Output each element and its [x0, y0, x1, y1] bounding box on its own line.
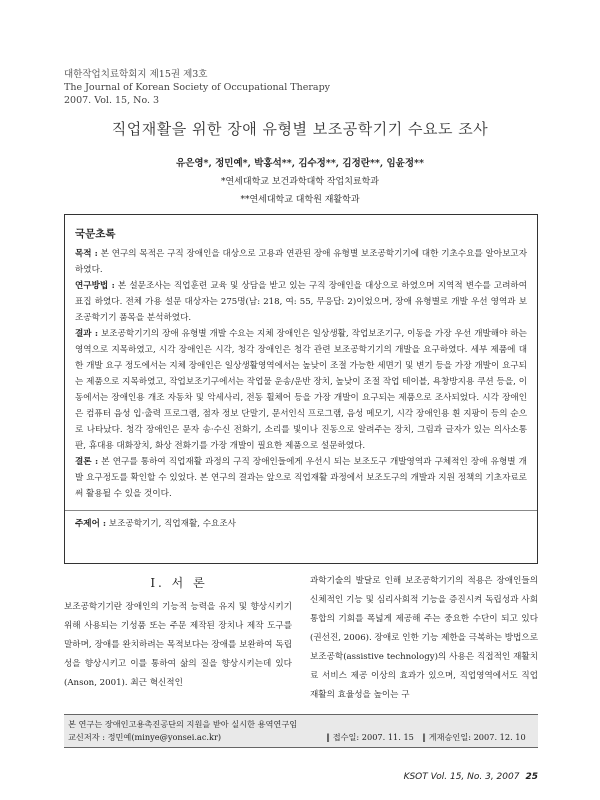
corresponding-author: 교신저자 : 정민예(minye@yonsei.ac.kr) [68, 732, 222, 742]
body-column-left: 보조공학기기란 장애인의 기능적 능력을 유지 및 향상시키기 위해 사용되는 기성품 또는 주문 제작된 장치나 제작 도구를 말하며, 장애를 완치하려는 목적보다는 장애를 보완하여 독립성을 향상시키고 이를 통하여 삶의 질을 향상시키는데 있다(Anson, 2001). 최근 혁신적인 [64, 602, 292, 688]
purpose-label: 목적 : [75, 249, 98, 259]
journal-volume: 2007. Vol. 15, No. 3 [64, 95, 160, 106]
keywords-text: 보조공학기기, 직업재활, 수요조사 [106, 519, 236, 529]
paper-title: 직업재활을 위한 장애 유형별 보조공학기기 수요도 조사 [111, 120, 489, 138]
keywords-divider [65, 510, 537, 511]
funding-note: 본 연구는 장애인고용촉진공단의 지원을 받아 실시한 용역연구임 [68, 719, 298, 729]
keywords-line [75, 517, 527, 531]
abstract-methods [75, 278, 527, 326]
methods-text: 본 설문조사는 직업훈련 교육 및 상담을 받고 있는 구직 장애인을 대상으로 하였으며 지역적 변수를 고려하여 표집 하였다. 전체 가용 설문 대상자는 275명(남: 218, 여: 55, 무응답: 2)이었으며, 장애 유형별로 개발 우선 영역과 보조공학기기 품목을 분석하였다. [75, 281, 528, 323]
author-list: 유은영*, 정민예*, 박홍석**, 김수정**, 김정란**, 임윤정** [176, 158, 424, 169]
page-footer [320, 772, 538, 782]
keywords-label: 주제어 : [75, 519, 107, 529]
methods-label: 연구방법 : [75, 281, 115, 291]
purpose-text: 본 연구의 목적은 구직 장애인을 대상으로 고용과 연관된 장애 유형별 보조공학기기에 대한 기초수요를 알아보고자 하였다. [75, 249, 527, 275]
results-text: 보조공학기기의 장애 유형별 개발 수요는 지체 장애인은 일상생활, 작업보조기구, 이동을 가장 우선 개발해야 하는 영역으로 지목하였고, 시각 장애인은 시각, 청각 장애인은 청각 관련 보조공학기기의 개발을 요구하였다. 세부 제품에 대한 개발 요구 정도에서는 지체 장애인은 일상생활영역에서는 높낮이 조절 가능한 세면기 및 변기 등을 가장 개발이 요구되는 제품으로 지목하였고, 작업보조기구에서는 작업물 운송/운반 장치, 높낮이 조절 작업 테이블, 욕창방지용 쿠션 등을, 이동에서는 장애인용 개조 자동차 및 악세사리, 전동 휠체어 등을 가장 개발이 요구되는 제품으로 조사되었다. 시각 장애인은 컴퓨터 음성 입·출력 프로그램, 점자 정보 단말기, 문서인식 프로그램, 음성 메모기, 시각 장애인용 흰 지팡이 등의 순으로 나타났다. 청각 장애인은 문자 송·수신 전화기, 소리를 빛이나 진동으로 알려주는 장치, 그림과 글자가 있는 의사소통 판, 휴대용 대화장치, 화상 전화기를 가장 개발이 필요한 제품으로 설문하였다. [75, 329, 527, 451]
journal-name-ko: 대한작업치료학회지 제15권 제3호 [64, 69, 208, 80]
footnote-box [64, 714, 538, 748]
journal-name-en: The Journal of Korean Society of Occupational Therapy [64, 82, 331, 93]
abstract-purpose [75, 246, 527, 278]
results-label: 결과 : [75, 329, 99, 339]
journal-header [64, 68, 330, 107]
abstract-heading: 국문초록 [75, 228, 116, 240]
conclusion-text: 본 연구를 통하여 직업재활 과정의 구직 장애인들에게 우선시 되는 보조도구 개발영역과 구체적인 장애 유형별 개발 요구정도를 확인할 수 있었다. 본 연구의 결과는 앞으로 직업재활 과정에서 보조도구의 개발과 지원 정책의 기초자료로써 활용될 수 있을 것이다. [75, 457, 527, 499]
footnote-row [68, 731, 534, 744]
page-number: 25 [525, 772, 538, 782]
footer-journal: KSOT Vol. 15, No. 3, 2007 [403, 772, 520, 782]
conclusion-label: 결론 : [75, 457, 99, 467]
received-date: ‖ 접수일: 2007. 11. 15 [326, 732, 414, 742]
accepted-date: ‖ 게재승인일: 2007. 12. 10 [422, 732, 526, 742]
affiliation-2: **연세대학교 대학원 재활학과 [240, 195, 360, 205]
abstract-results [75, 326, 527, 454]
section-heading-introduction: Ⅰ. 서 론 [150, 576, 208, 590]
abstract-conclusion [75, 454, 527, 502]
body-column-right: 과학기술의 발달로 인해 보조공학기기의 적용은 장애인들의 신체적인 기능 및 심리사회적 기능을 증진시켜 독립성과 사회통합의 기회를 폭넓게 제공해 주는 중요한 수단이 되고 있다(권선진, 2006). 장애로 인한 기능 제한을 극복하는 방법으로 보조공학(assistive technology)의 사용은 직접적인 재활치료 서비스 제공 이상의 효과가 있으며, 직업영역에서도 직업재활의 효율성을 높이는 구 [310, 576, 538, 700]
abstract-box [64, 214, 538, 564]
affiliation-1: *연세대학교 보건과학대학 작업치료학과 [220, 177, 380, 187]
